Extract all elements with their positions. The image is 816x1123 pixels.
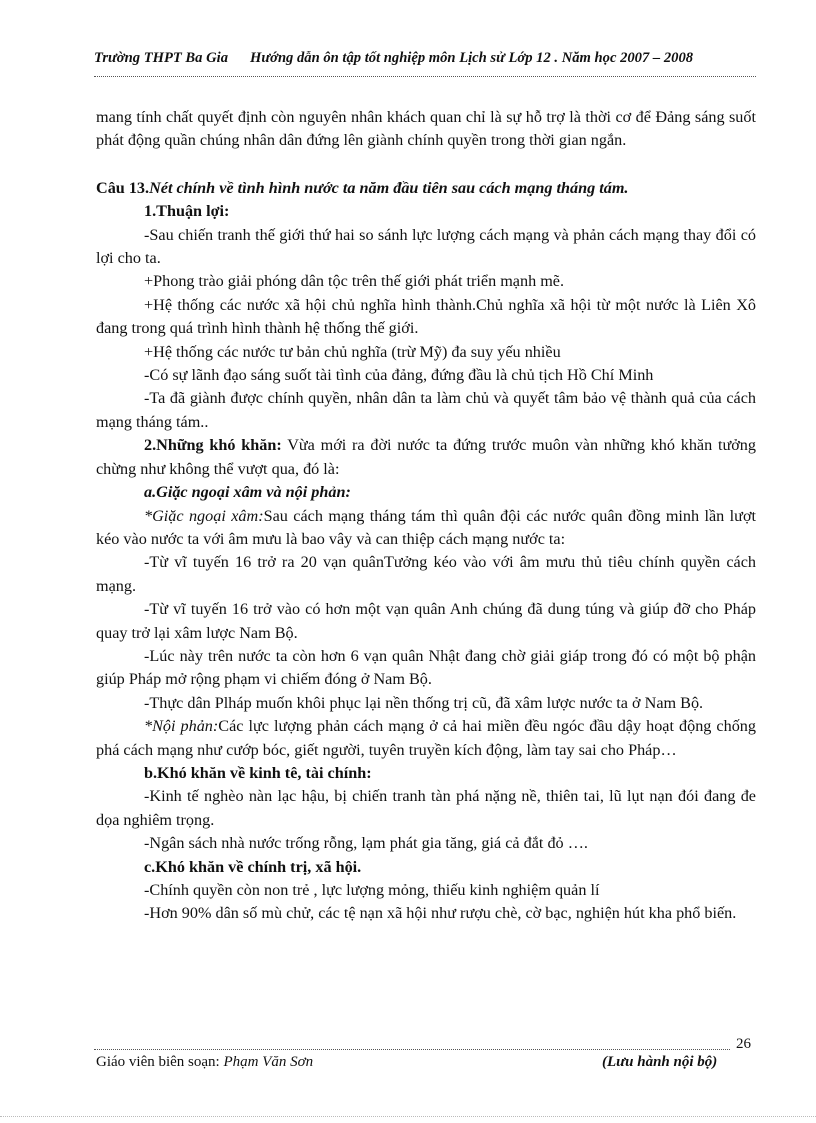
footer-author [96,1054,313,1071]
paragraph-text: Các lực lượng phản cách mạng ở cả hai miền đều ngóc đầu dậy hoạt động chống phá cách mạng như cướp bóc, giết người, tuyên truyền kích động, làm tay sai cho Pháp… [96,717,756,759]
paragraph: -Ngân sách nhà nước trống rỗng, lạm phát gia tăng, giá cả đắt đỏ …. [144,834,588,853]
section-difficulties [96,434,756,481]
label-foreign-invaders: *Giặc ngoại xâm: [144,506,264,525]
paragraph: -Sau chiến tranh thế giới thứ hai so sánh lực lượng cách mạng và phản cách mạng thay đổi có lợi cho ta. [96,225,756,268]
label-internal-reactionaries: *Nội phản: [144,717,219,736]
paragraph: +Phong trào giải phóng dân tộc trên thế giới phát triển mạnh mẽ. [144,272,565,291]
paragraph: mang tính chất quyết định còn nguyên nhân khách quan chỉ là sự hỗ trợ là thời cơ để Đảng sáng suốt phát động quần chúng nhân dân đứng lên giành chính quyền trong thời gian ngắn. [96,108,756,150]
author-label: Giáo viên biên soạn: [96,1054,224,1070]
page-number: 26 [736,1036,751,1052]
page-body [96,106,756,926]
subsection-heading-a: a.Giặc ngoại xâm và nội phản: [144,483,351,502]
question-label: Câu 13. [96,178,150,197]
section-heading-difficulties: 2.Những khó khăn: [144,436,282,455]
paragraph: -Lúc này trên nước ta còn hơn 6 vạn quân Nhật đang chờ giải giáp trong đó có một bộ phận giúp Pháp mở rộng phạm vi chiếm đóng ở Nam Bộ. [96,646,756,689]
paragraph: -Từ vĩ tuyến 16 trở ra 20 vạn quânTưởng kéo vào với âm mưu thủ tiêu chính quyền cách mạng. [96,553,756,595]
page-header [94,50,758,67]
subsection-heading-c: c.Khó khăn về chính trị, xã hội. [144,857,362,876]
question-13-heading [96,177,756,200]
paragraph: -Hơn 90% dân số mù chử, các tệ nạn xã hội như rượu chè, cờ bạc, nghiện hút kha phổ biến. [144,904,737,923]
author-name: Phạm Văn Sơn [223,1054,314,1070]
paragraph [96,505,756,552]
paragraph: -Kinh tế nghèo nàn lạc hậu, bị chiến tranh tàn phá nặng nề, thiên tai, lũ lụt nạn đói đang đe dọa nghiêm trọng. [96,787,756,829]
subsection-heading-b: b.Khó khăn về kinh tê, tài chính: [144,763,372,782]
header-title: Hướng dẫn ôn tập tốt nghiệp môn Lịch sử Lớp 12 . Năm học 2007 – 2008 [250,50,694,66]
paragraph-text: Sau cách mạng tháng tám thì quân đội các nước quân đồng minh lần lượt kéo vào nước ta với âm mưu là bao vây và can thiệp cách mạng nước ta: [96,506,756,548]
question-title: Nét chính về tình hình nước ta năm đầu tiên sau cách mạng tháng tám. [149,178,629,197]
footer-divider [94,1049,730,1050]
paragraph: -Có sự lãnh đạo sáng suốt tài tình của đảng, đứng đầu là chủ tịch Hồ Chí Minh [144,366,654,385]
footer-note: (Lưu hành nội bộ) [602,1054,718,1070]
header-school: Trường THPT Ba Gia [94,50,229,66]
paragraph: +Hệ thống các nước tư bản chủ nghĩa (trừ Mỹ) đa suy yếu nhiều [144,342,561,361]
section-text: Vừa mới ra đời nước ta đứng trước muôn vàn những khó khăn tưởng chừng như không thể vượt qua, đó là: [96,436,756,478]
section-heading-advantages: 1.Thuận lợi: [144,202,230,221]
paragraph: -Thực dân Plháp muốn khôi phục lại nền thống trị cũ, đã xâm lược nước ta ở Nam Bộ. [144,693,704,712]
header-divider [94,76,756,77]
paragraph: -Ta đã giành được chính quyền, nhân dân ta làm chủ và quyết tâm bảo vệ thành quả của cách mạng tháng tám.. [96,389,756,431]
paragraph: -Từ vĩ tuyến 16 trở vào có hơn một vạn quân Anh chúng đã dung túng và giúp đỡ cho Pháp quay trở lại xâm lược Nam Bộ. [96,600,756,642]
page-bottom-border [0,1116,816,1117]
paragraph: +Hệ thống các nước xã hội chủ nghĩa hình thành.Chủ nghĩa xã hội từ một nước là Liên Xô đang trong quá trình hình thành hệ thống thế giới. [96,295,756,338]
paragraph: -Chính quyền còn non trẻ , lực lượng mỏng, thiếu kinh nghiệm quản lí [144,881,600,899]
paragraph [96,715,756,762]
